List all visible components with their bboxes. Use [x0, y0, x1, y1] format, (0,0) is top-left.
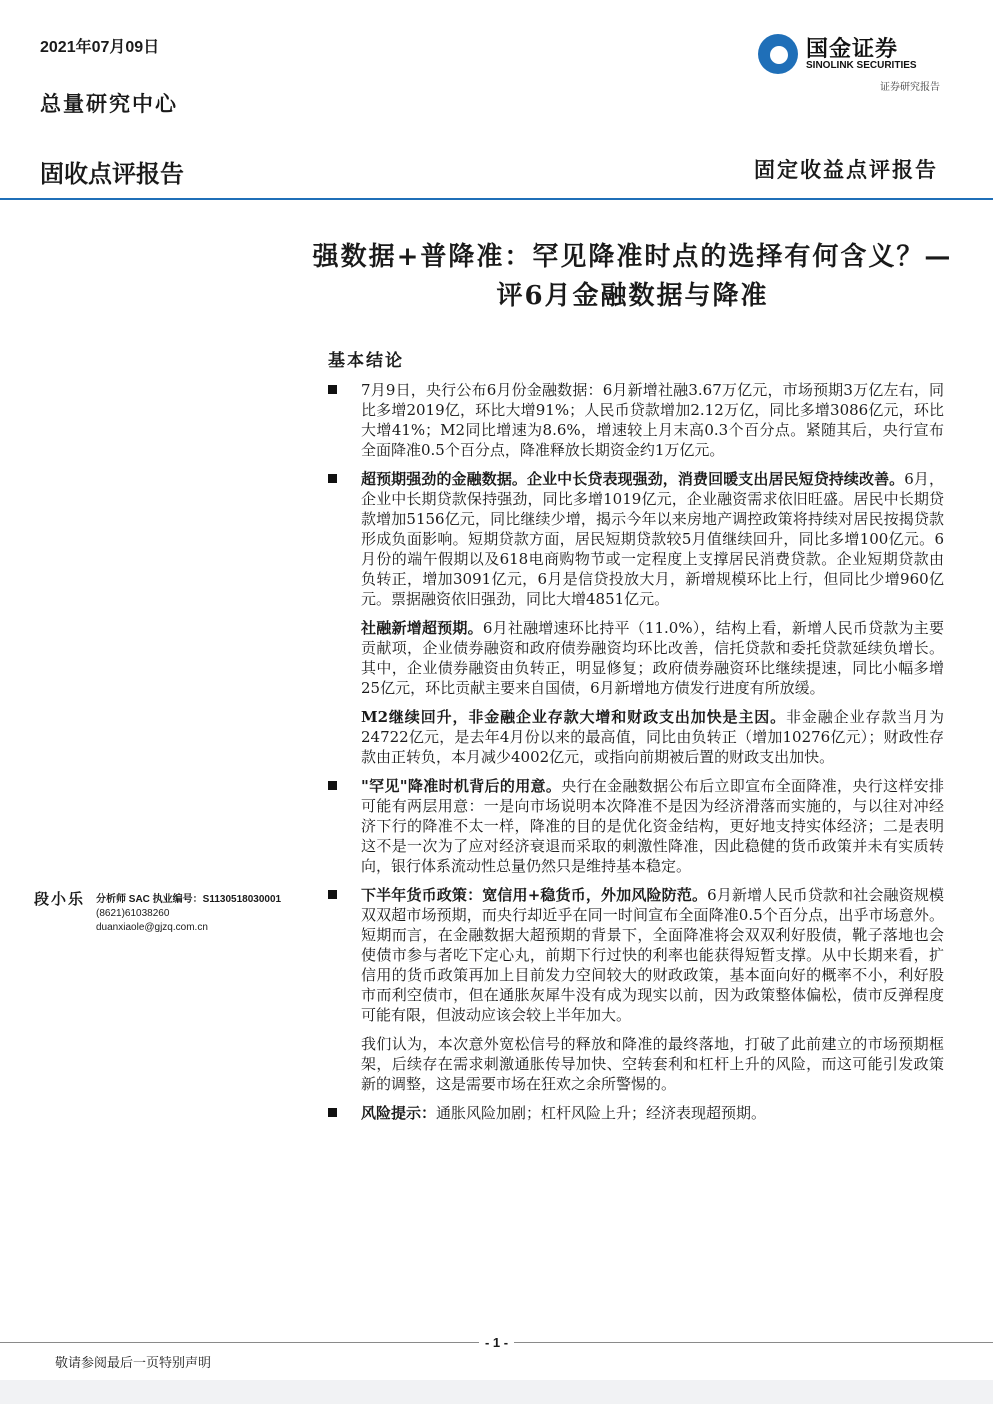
logo-name: 国金证券: [806, 36, 899, 61]
paragraph: [328, 707, 944, 767]
company-logo: [758, 32, 948, 94]
bullet-text: 通胀风险加剧；杠杆风险上升；经济表现超预期。: [436, 1104, 767, 1122]
bullet-heading: 超预期强劲的金融数据。企业中长贷表现强劲，消费回暖支出居民短贷持续改善。: [361, 470, 905, 488]
bullet-square-icon: [328, 1108, 337, 1117]
paragraph-text: 非金融企业存款当月为24722亿元，是去年4月份以来的最高值，同比由负转正（增加10276亿元）；财政性存款由正转负，本月减少4002亿元，或指向前期被后置的财政支出加快。: [361, 708, 944, 766]
bullet-text: 6月新增人民币贷款和社会融资规模双双超市场预期，而央行却近乎在同一时间宣布全面降准0.5个百分点，出乎市场意外。短期而言，在金融数据大超预期的背景下，全面降准将会双双利好股债，靴子落地也会使债市参与者吃下定心丸，前期下行过快的利率也能获得短暂支撑。从中长期来看，扩信用的货币政策再加上目前发力空间较大的财政政策，基本面向好的概率不小，利好股市而利空债市，但在通胀灰犀牛没有成为现实以前，因为政策整体偏松，债市反弹程度可能有限，但波动应该会较上半年加大。: [361, 886, 945, 1024]
bullet-item: [328, 469, 944, 609]
report-type-left: 固收点评报告: [40, 161, 184, 188]
analyst-email[interactable]: duanxiaole@gjzq.com.cn: [96, 922, 208, 933]
report-date: 2021年07月09日: [40, 39, 160, 56]
paragraph: [328, 1034, 944, 1094]
bullet-item: [328, 885, 944, 1025]
paragraph-text: 我们认为，本次意外宽松信号的释放和降准的最终落地，打破了此前建立的市场预期框架，后续存在需求刺激通胀传导加快、空转套利和杠杆上升的风险，而这可能引发政策新的调整，这是需要市场在狂欢之余所警惕的。: [361, 1035, 944, 1093]
bullet-heading: 下半年货币政策：宽信用+稳货币，外加风险防范。: [361, 886, 708, 904]
paragraph-text: 6月社融增速环比持平（11.0%），结构上看，新增人民币贷款为主要贡献项，企业债券融资和政府债券融资均环比改善，信托贷款和委托贷款延续负增长。其中，企业债券融资由负转正，明显修复；政府债券融资环比继续提速，同比小幅多增25亿元，环比贡献主要来自国债，6月新增地方债发行进度有所放缓。: [361, 619, 944, 697]
header-divider: [0, 198, 993, 200]
logo-subtitle: 证券研究报告: [880, 82, 940, 93]
paragraph: [328, 618, 944, 698]
bottom-bar: [0, 1380, 993, 1404]
analyst-info: [96, 893, 281, 935]
bullet-square-icon: [328, 474, 337, 483]
report-type-right: 固定收益点评报告: [754, 157, 938, 182]
bullet-item: [328, 776, 944, 876]
footer-disclaimer: 敬请参阅最后一页特别声明: [55, 1356, 212, 1371]
bullet-item: [328, 380, 944, 460]
bullet-text: 央行在金融数据公布后立即宣布全面降准，央行这样安排可能有两层用意：一是向市场说明本次降准不是因为经济滑落而实施的，与以往对冲经济下行的降准不太一样，降准的目的是优化资金结构，更好地支持实体经济；二是表明这不是一次为了应对经济衰退而采取的刺激性降准，因此稳健的货币政策并未有实质转向，银行体系流动性总量仍然只是维持基本稳定。: [361, 777, 944, 875]
analyst-phone: (8621)61038260: [96, 908, 170, 919]
logo-english-name: SINOLINK SECURITIES: [806, 60, 917, 71]
bullet-heading: "罕见"降准时机背后的用意。: [361, 777, 562, 795]
bullet-item: [328, 1103, 944, 1123]
bullet-square-icon: [328, 781, 337, 790]
paragraph-heading: 社融新增超预期。: [361, 619, 483, 637]
page-number-wrap: [0, 1335, 993, 1350]
report-title: 强数据+普降准：罕见降准时点的选择有何含义？—评6月金融数据与降准: [312, 242, 953, 311]
bullet-heading: 风险提示：: [361, 1104, 437, 1122]
paragraph-heading: M2继续回升，非金融企业存款大增和财政支出加快是主因。: [361, 708, 787, 726]
conclusion-list: [328, 380, 944, 1132]
research-center: 总量研究中心: [40, 91, 178, 116]
page-number: - 1 -: [479, 1335, 514, 1350]
section-title: 基本结论: [328, 351, 404, 371]
logo-mark-icon: [758, 34, 798, 74]
analyst-license: 分析师 SAC 执业编号：S1130518030001: [96, 894, 282, 905]
bullet-square-icon: [328, 385, 337, 394]
bullet-text: 6月，企业中长期贷款保持强劲，同比多增1019亿元，企业融资需求依旧旺盛。居民中长期贷款增加5156亿元，同比继续少增，揭示今年以来房地产调控政策将持续对居民按揭贷款形成负面影响。短期贷款方面，居民短期贷款较5月值继续回升，同比多增100亿元。6月份的端午假期以及618电商购物节或一定程度上支撑居民消费贷款。企业短期贷款由负转正，增加3091亿元，6月是信贷投放大月，新增规模环比上行，但同比少增960亿元。票据融资依旧强劲，同比大增4851亿元。: [361, 470, 944, 608]
bullet-text: 7月9日，央行公布6月份金融数据：6月新增社融3.67万亿元，市场预期3万亿左右，同比多增2019亿，环比大增91%；人民币贷款增加2.12万亿，同比多增3086亿元，环比大增41%；M2同比增速为8.6%，增速较上月末高0.3个百分点。紧随其后，央行宣布全面降准0.5个百分点，降准释放长期资金约1万亿元。: [361, 381, 944, 459]
analyst-name: 段小乐: [34, 890, 86, 908]
bullet-square-icon: [328, 890, 337, 899]
